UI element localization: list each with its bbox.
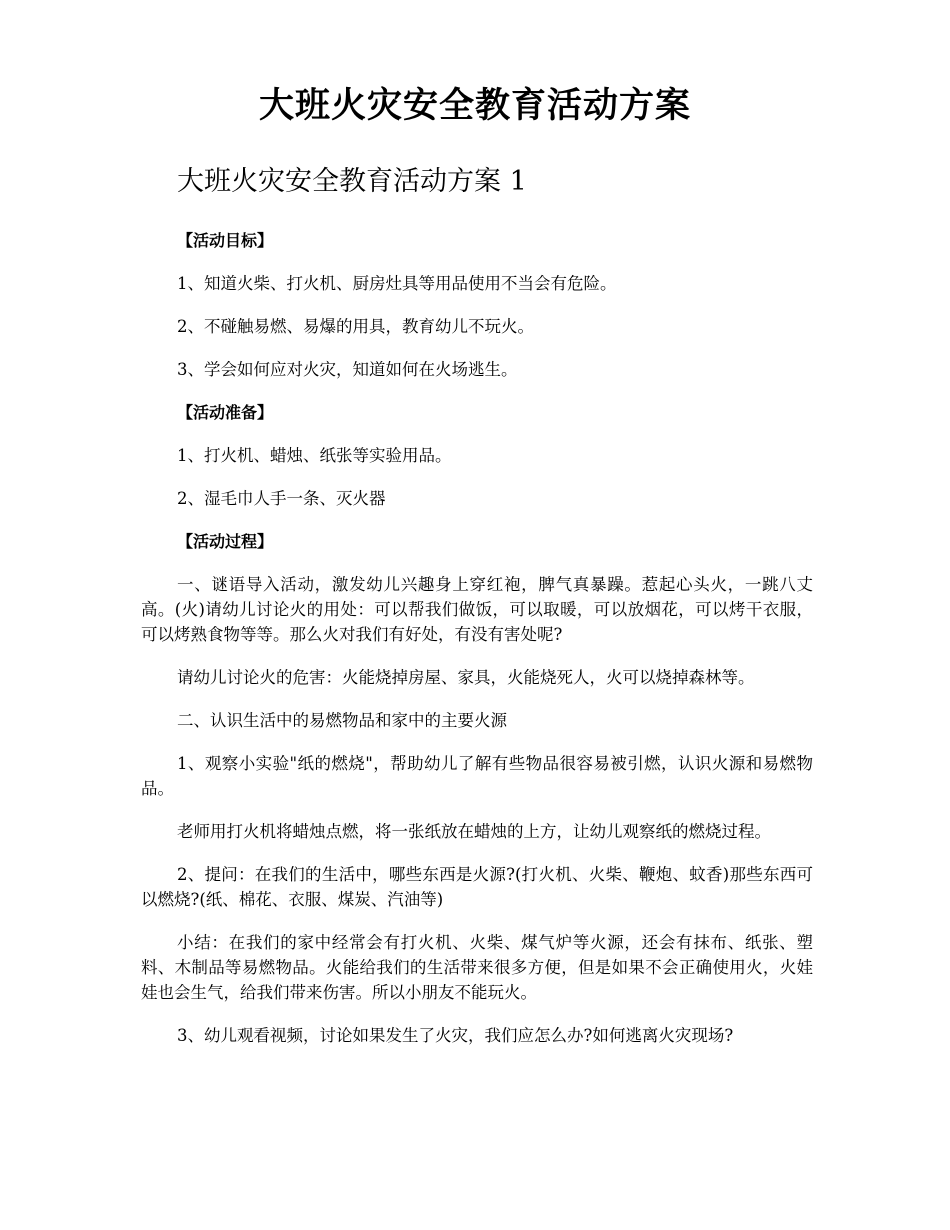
process-paragraph: 一、谜语导入活动，激发幼儿兴趣身上穿红袍，脾气真暴躁。惹起心头火，一跳八丈高。(火)请幼儿讨论火的用处：可以帮我们做饭，可以取暖，可以放烟花，可以烤干衣服，可以烤熟食物等等。那么火对我们有好处，有没有害处呢? xyxy=(141,575,813,644)
preparation-heading: 【活动准备】 xyxy=(177,403,274,422)
process-paragraph: 2、提问：在我们的生活中，哪些东西是火源?(打火机、火柴、鞭炮、蚊香)那些东西可以燃烧?(纸、棉花、衣服、煤炭、汽油等) xyxy=(141,865,813,909)
section-title: 大班火灾安全教育活动方案 1 xyxy=(177,166,527,197)
process-paragraph: 3、幼儿观看视频，讨论如果发生了火灾，我们应怎么办?如何逃离火灾现场? xyxy=(177,1026,734,1045)
document-body xyxy=(141,228,813,1066)
process-paragraph: 二、认识生活中的易燃物品和家中的主要火源 xyxy=(177,711,507,730)
goal-heading: 【活动目标】 xyxy=(177,231,274,250)
process-heading: 【活动过程】 xyxy=(177,532,274,551)
goal-item: 3、学会如何应对火灾，知道如何在火场逃生。 xyxy=(177,360,518,379)
goal-item: 1、知道火柴、打火机、厨房灶具等用品使用不当会有危险。 xyxy=(177,274,617,293)
preparation-item: 2、湿毛巾人手一条、灭火器 xyxy=(177,489,386,508)
process-paragraph: 请幼儿讨论火的危害：火能烧掉房屋、家具，火能烧死人，火可以烧掉森林等。 xyxy=(177,668,755,687)
process-paragraph: 小结：在我们的家中经常会有打火机、火柴、煤气炉等火源，还会有抹布、纸张、塑料、木制品等易燃物品。火能给我们的生活带来很多方便，但是如果不会正确使用火，火娃娃也会生气，给我们带来伤害。所以小朋友不能玩火。 xyxy=(141,933,813,1002)
document-title: 大班火灾安全教育活动方案 xyxy=(258,85,691,126)
preparation-item: 1、打火机、蜡烛、纸张等实验用品。 xyxy=(177,446,452,465)
process-paragraph: 1、观察小实验"纸的燃烧"，帮助幼儿了解有些物品很容易被引燃，认识火源和易燃物品。 xyxy=(141,754,813,798)
goal-item: 2、不碰触易燃、易爆的用具，教育幼儿不玩火。 xyxy=(177,317,534,336)
process-paragraph: 老师用打火机将蜡烛点燃，将一张纸放在蜡烛的上方，让幼儿观察纸的燃烧过程。 xyxy=(177,822,771,841)
